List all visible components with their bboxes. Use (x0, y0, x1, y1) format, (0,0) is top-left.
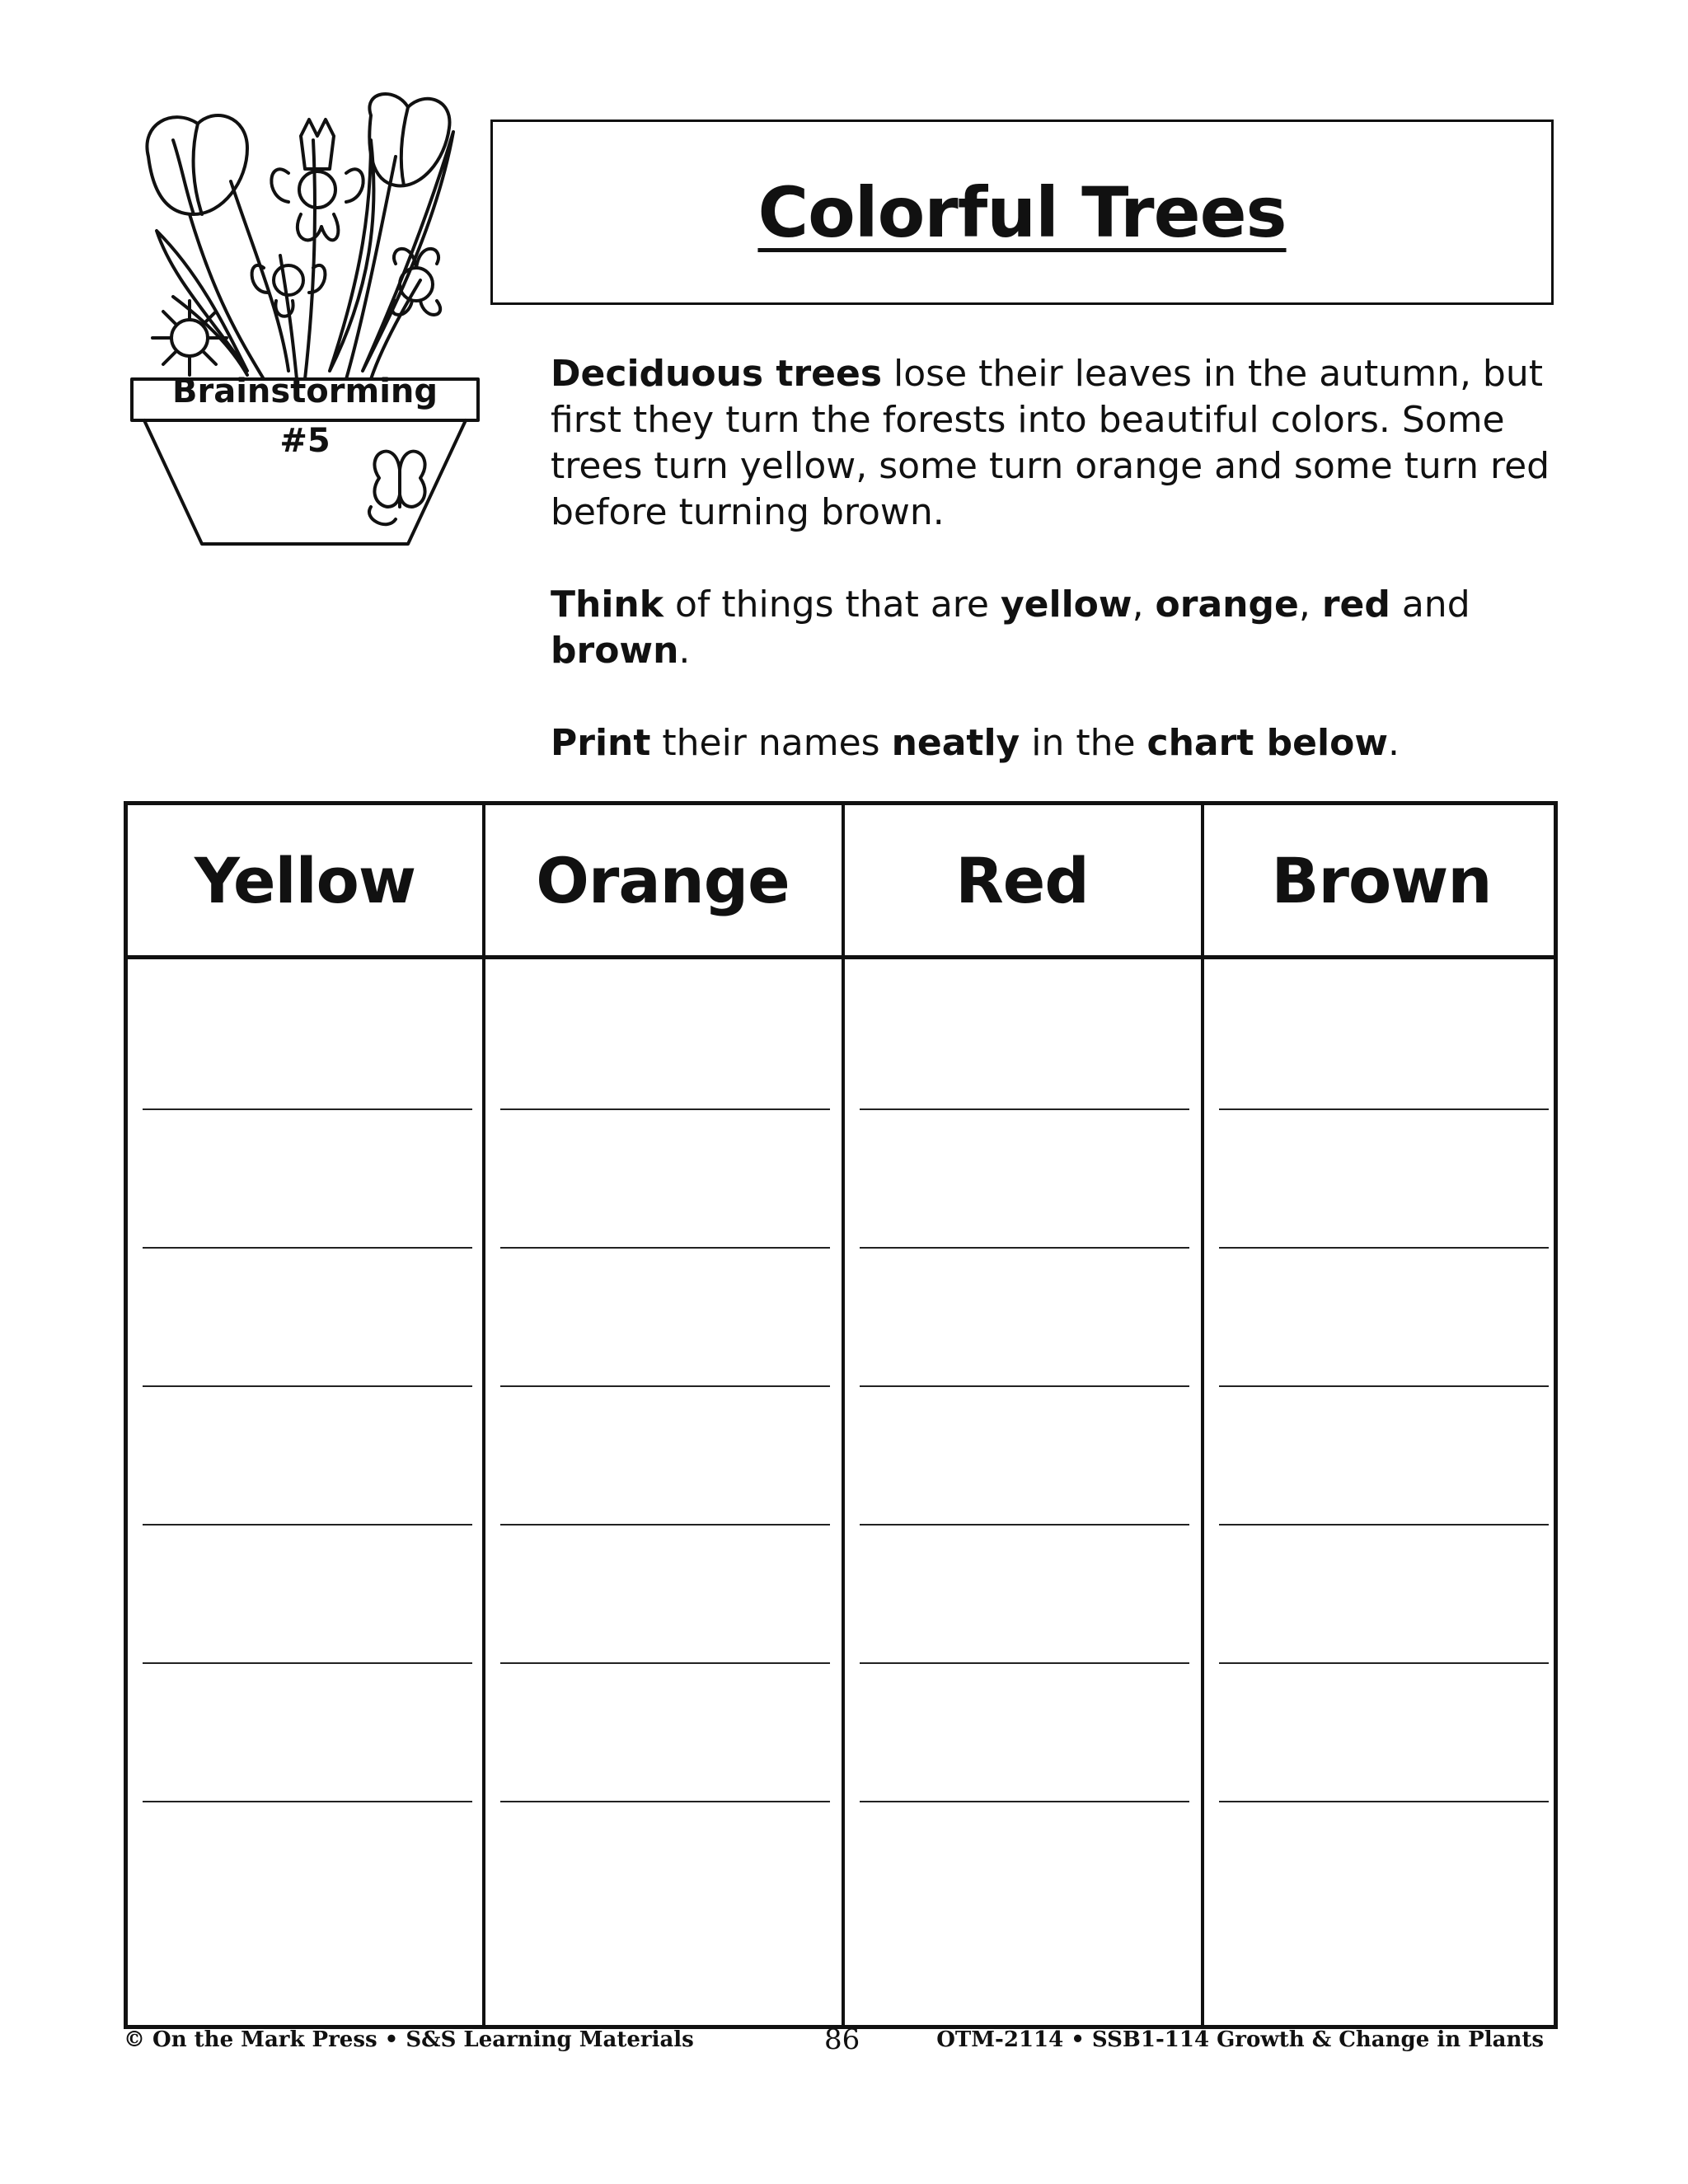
think-text: and (1390, 583, 1470, 626)
writing-line[interactable] (1219, 1247, 1549, 1249)
writing-line[interactable] (500, 1801, 830, 1802)
writing-line[interactable] (860, 1385, 1189, 1387)
writing-line[interactable] (860, 1108, 1189, 1110)
writing-line[interactable] (143, 1247, 472, 1249)
writing-line[interactable] (143, 1524, 472, 1526)
think-verb: Think (551, 583, 664, 626)
column-header-orange: Orange (536, 843, 790, 917)
writing-line[interactable] (143, 1801, 472, 1802)
column-divider (482, 805, 485, 2025)
writing-line[interactable] (500, 1524, 830, 1526)
title-box (490, 120, 1554, 305)
think-color-red: red (1321, 583, 1390, 626)
intro-term: Deciduous trees (551, 353, 883, 395)
pot-label-number: #5 (279, 422, 331, 460)
writing-line[interactable] (860, 1524, 1189, 1526)
pot-label-title: Brainstorming (171, 373, 438, 410)
writing-line[interactable] (500, 1247, 830, 1249)
print-paragraph (551, 720, 1564, 766)
footer-publisher: © On the Mark Press • S&S Learning Materials (124, 2027, 694, 2052)
flowerpot-icon (124, 91, 486, 552)
print-text: their names (650, 722, 892, 764)
writing-line[interactable] (1219, 1524, 1549, 1526)
column-divider (842, 805, 845, 2025)
writing-line[interactable] (860, 1247, 1189, 1249)
footer-page-number: 86 (824, 2023, 860, 2056)
color-chart (124, 801, 1558, 2029)
writing-line[interactable] (500, 1385, 830, 1387)
writing-line[interactable] (1219, 1801, 1549, 1802)
think-text: , (1132, 583, 1156, 626)
footer-catalog: OTM-2114 • SSB1-114 Growth & Change in Plants (936, 2027, 1544, 2052)
writing-line[interactable] (500, 1662, 830, 1664)
writing-line[interactable] (860, 1662, 1189, 1664)
print-text: in the (1020, 722, 1147, 764)
think-text: . (678, 630, 691, 672)
print-emphasis-neatly: neatly (891, 722, 1020, 764)
think-paragraph (551, 582, 1564, 674)
think-text: , (1298, 583, 1322, 626)
think-color-orange: orange (1155, 583, 1299, 626)
think-color-yellow: yellow (1000, 583, 1132, 626)
page-title: Colorful Trees (757, 171, 1287, 253)
intro-text: lose their leaves in the autumn, but first they turn the forests into beautiful colors. Some trees turn yellow, some turn orange and some turn red before turning brown. (551, 353, 1550, 533)
print-verb: Print (551, 722, 651, 764)
intro-paragraph (551, 351, 1564, 536)
column-header-yellow: Yellow (194, 843, 416, 917)
writing-line[interactable] (860, 1801, 1189, 1802)
column-header-red: Red (955, 843, 1089, 917)
think-color-brown: brown (551, 630, 679, 672)
column-divider (1201, 805, 1204, 2025)
print-text: . (1387, 722, 1400, 764)
chart-header-divider (128, 955, 1554, 959)
column-header-brown: Brown (1271, 843, 1492, 917)
writing-line[interactable] (1219, 1385, 1549, 1387)
writing-line[interactable] (500, 1108, 830, 1110)
writing-line[interactable] (143, 1662, 472, 1664)
writing-line[interactable] (143, 1108, 472, 1110)
writing-line[interactable] (1219, 1108, 1549, 1110)
think-text: of things that are (663, 583, 1001, 626)
writing-line[interactable] (143, 1385, 472, 1387)
print-emphasis-chart: chart below (1146, 722, 1388, 764)
writing-line[interactable] (1219, 1662, 1549, 1664)
